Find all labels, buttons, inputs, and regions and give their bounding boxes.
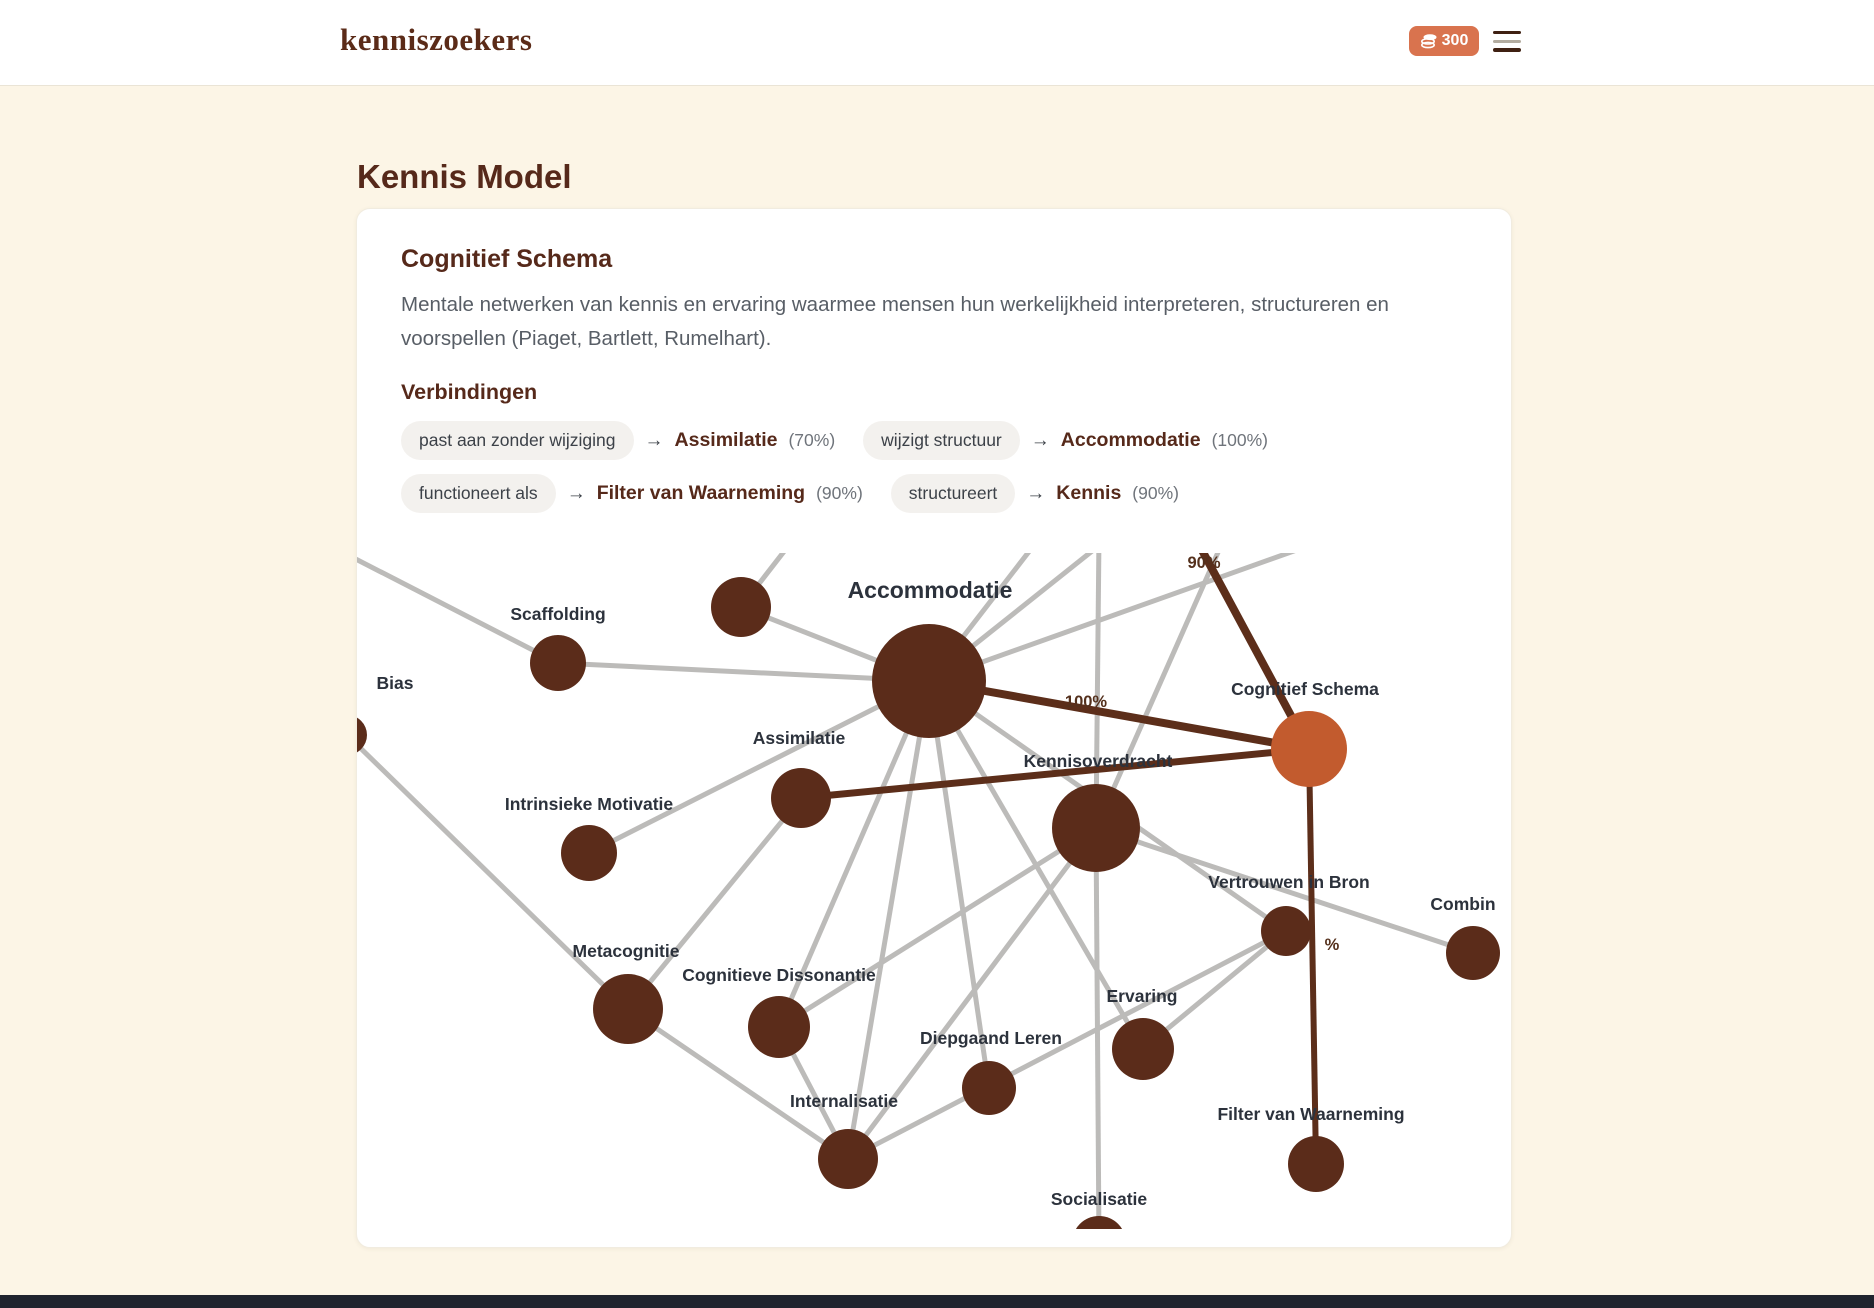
connection-strength: (90%) [816, 483, 863, 503]
connection-strength: (70%) [788, 430, 836, 450]
relation-chip[interactable]: structureert [891, 474, 1016, 513]
connections-list [401, 421, 1467, 513]
graph-node-accommodatie[interactable] [872, 624, 986, 738]
graph-edge-label: 100% [1064, 693, 1108, 711]
graph-node-cognitieve-dissonantie[interactable] [748, 996, 810, 1058]
connection-item [401, 474, 863, 513]
bottom-strip [0, 1295, 1874, 1308]
graph-container [357, 553, 1513, 1229]
arrow-icon: → [644, 429, 664, 451]
graph-node-label-combineren: Combin [1430, 894, 1496, 914]
graph-node-label-vertrouwen-in-bron: Vertrouwen in Bron [1208, 872, 1370, 892]
graph-node-cognitief-schema[interactable] [1271, 711, 1347, 787]
connection-strength: (100%) [1211, 430, 1268, 450]
relation-chip[interactable]: wijzigt structuur [863, 421, 1020, 460]
graph-node-internalisatie[interactable] [818, 1129, 878, 1189]
graph-node-label-scaffolding: Scaffolding [510, 604, 606, 624]
connection-target[interactable]: Kennis [1056, 482, 1122, 504]
graph-node-filter-van-waarneming[interactable] [1288, 1136, 1344, 1192]
connection-target[interactable]: Assimilatie [674, 429, 778, 451]
graph-node-label-accommodatie: Accommodatie [847, 577, 1013, 603]
page-title: Kennis Model [357, 158, 572, 196]
graph-node-diepgaand-leren[interactable] [962, 1061, 1016, 1115]
graph-node-kennisoverdracht[interactable] [1052, 784, 1140, 872]
graph-edge [779, 828, 1096, 1027]
graph-node-label-socialisatie: Socialisatie [1050, 1189, 1148, 1209]
graph-edge [589, 681, 929, 853]
graph-edge [929, 553, 1336, 681]
arrow-icon: → [1030, 429, 1050, 451]
coins-icon [1420, 33, 1437, 49]
connection-item [891, 474, 1179, 513]
graph-node-vertrouwen-in-bron[interactable] [1261, 906, 1311, 956]
graph-node-scaffolding[interactable] [530, 635, 586, 691]
graph-edge-label: % [1324, 936, 1340, 954]
app-logo[interactable]: kenniszoekers [340, 22, 533, 57]
connection-strength: (90%) [1132, 483, 1179, 503]
graph-node-label-internalisatie: Internalisatie [790, 1091, 898, 1111]
graph-node-label-kennisoverdracht: Kennisoverdracht [1023, 751, 1173, 771]
graph-node-assimilatie[interactable] [771, 768, 831, 828]
knowledge-graph[interactable] [357, 553, 1513, 1229]
graph-node-metacognitie[interactable] [593, 974, 663, 1044]
concept-card [356, 208, 1512, 1248]
graph-node-intrinsieke-motivatie[interactable] [561, 825, 617, 881]
graph-edge [848, 931, 1286, 1159]
coin-balance-badge[interactable] [1409, 26, 1479, 56]
graph-edge [929, 681, 989, 1088]
concept-title: Cognitief Schema [401, 245, 613, 273]
connection-item [863, 421, 1268, 460]
graph-node-ervaring[interactable] [1112, 1018, 1174, 1080]
graph-node-unlabeled-top[interactable] [711, 577, 771, 637]
relation-chip[interactable]: functioneert als [401, 474, 556, 513]
graph-node-label-bias: Bias [376, 673, 414, 693]
graph-node-label-intrinsieke-motivatie: Intrinsieke Motivatie [504, 794, 674, 814]
arrow-icon: → [1026, 482, 1046, 504]
graph-edge [628, 1009, 848, 1159]
connection-item [401, 421, 835, 460]
graph-node-combineren[interactable] [1446, 926, 1500, 980]
graph-node-label-ervaring: Ervaring [1106, 986, 1178, 1006]
graph-node-label-diepgaand-leren: Diepgaand Leren [920, 1028, 1062, 1048]
graph-edge [848, 681, 929, 1159]
graph-node-label-metacognitie: Metacognitie [572, 941, 680, 961]
menu-icon[interactable] [1493, 31, 1521, 53]
graph-node-label-filter-van-waarneming: Filter van Waarneming [1217, 1104, 1405, 1124]
top-navigation-bar [0, 0, 1874, 86]
concept-description: Mentale netwerken van kennis en ervaring waarmee mensen hun werkelijkheid interpreteren, structureren en voorspellen (Piaget, Bartlett, Rumelhart). [401, 293, 1389, 350]
connection-target[interactable]: Accommodatie [1060, 429, 1201, 451]
connections-heading: Verbindingen [401, 380, 538, 404]
graph-node-label-assimilatie: Assimilatie [752, 728, 846, 748]
graph-node-label-cognitieve-dissonantie: Cognitieve Dissonantie [682, 965, 876, 985]
arrow-icon: → [566, 482, 586, 504]
connection-target[interactable]: Filter van Waarneming [596, 482, 806, 504]
relation-chip[interactable]: past aan zonder wijziging [401, 421, 634, 460]
graph-edge-label: 90% [1187, 554, 1221, 572]
graph-edge [1096, 553, 1223, 828]
graph-strong-edge [1309, 749, 1316, 1164]
graph-node-label-cognitief-schema: Cognitief Schema [1231, 679, 1379, 699]
coin-count: 300 [1441, 32, 1469, 49]
graph-node-socialisatie[interactable] [1072, 1216, 1126, 1229]
